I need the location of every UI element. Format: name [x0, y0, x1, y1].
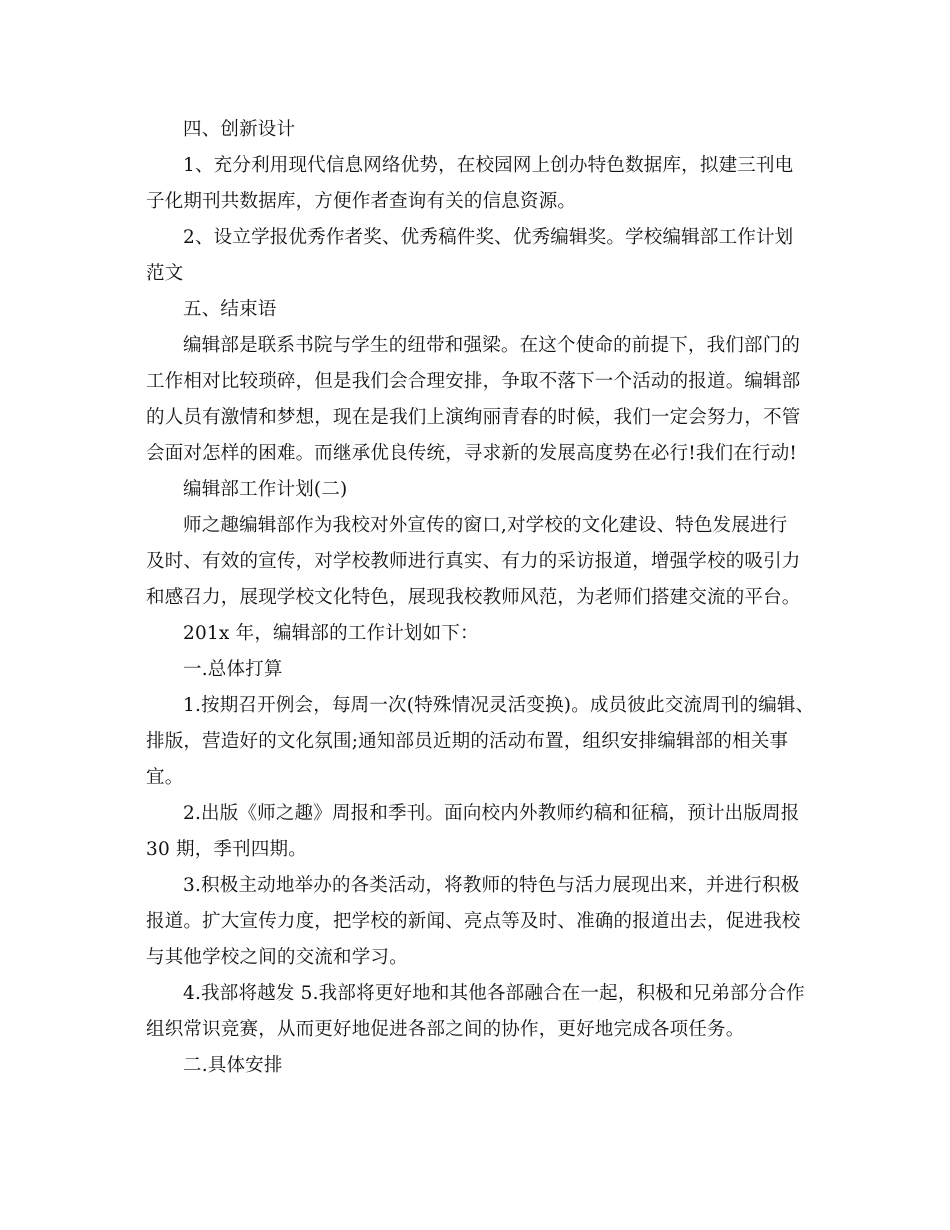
section-heading-conclusion: 五、结束语	[183, 299, 277, 320]
paragraph-line: 范文	[146, 263, 184, 284]
paragraph-line: 会面对怎样的困难。而继承优良传统，寻求新的发展高度势在必行!我们在行动!	[146, 443, 798, 464]
paragraph-line: 2.出版《师之趣》周报和季刊。面向校内外教师约稿和征稿，预计出版周报	[183, 803, 800, 824]
paragraph-line: 及时、有效的宣传，对学校教师进行真实、有力的采访报道，增强学校的吸引力	[146, 551, 801, 572]
section-heading-overall: 一.总体打算	[183, 659, 283, 680]
paragraph-line: 报道。扩大宣传力度，把学校的新闻、亮点等及时、准确的报道出去，促进我校	[146, 911, 801, 932]
paragraph-line: 宜。	[146, 767, 184, 788]
paragraph-line: 的人员有激情和梦想，现在是我们上演绚丽青春的时候，我们一定会努力，不管	[146, 407, 801, 428]
paragraph-line: 排版，营造好的文化氛围;通知部员近期的活动布置，组织安排编辑部的相关事	[146, 731, 789, 752]
section-heading-specific: 二.具体安排	[183, 1055, 283, 1076]
paragraph-line: 子化期刊共数据库，方便作者查询有关的信息资源。	[146, 191, 577, 212]
paragraph-line: 1、充分利用现代信息网络优势，在校园网上创办特色数据库，拟建三刊电	[183, 155, 794, 176]
paragraph-line: 2、设立学报优秀作者奖、优秀稿件奖、优秀编辑奖。学校编辑部工作计划	[183, 227, 794, 248]
section-heading-plan-two: 编辑部工作计划(二)	[183, 479, 348, 500]
paragraph-line: 4.我部将越发 5.我部将更好地和其他各部融合在一起，积极和兄弟部分合作	[183, 983, 805, 1004]
paragraph-line: 工作相对比较琐碎，但是我们会合理安排，争取不落下一个活动的报道。编辑部	[146, 371, 801, 392]
paragraph-line: 3.积极主动地举办的各类活动，将教师的特色与活力展现出来，并进行积极	[183, 875, 800, 896]
section-heading-innovation: 四、创新设计	[183, 119, 296, 140]
paragraph-line: 与其他学校之间的交流和学习。	[146, 947, 408, 968]
paragraph-line: 组织常识竞赛，从而更好地促进各部之间的协作，更好地完成各项任务。	[146, 1019, 745, 1040]
paragraph-line: 师之趣编辑部作为我校对外宣传的窗口,对学校的文化建设、特色发展进行	[183, 515, 788, 536]
paragraph-line: 1.按期召开例会，每周一次(特殊情况灵活变换)。成员彼此交流周刊的编辑、	[183, 695, 815, 716]
paragraph-line: 编辑部是联系书院与学生的纽带和强梁。在这个使命的前提下，我们部门的	[183, 335, 801, 356]
paragraph-line: 和感召力，展现学校文化特色，展现我校教师风范，为老师们搭建交流的平台。	[146, 587, 801, 608]
paragraph-line: 30 期，季刊四期。	[146, 839, 307, 860]
paragraph-line: 201x 年，编辑部的工作计划如下：	[183, 623, 479, 644]
